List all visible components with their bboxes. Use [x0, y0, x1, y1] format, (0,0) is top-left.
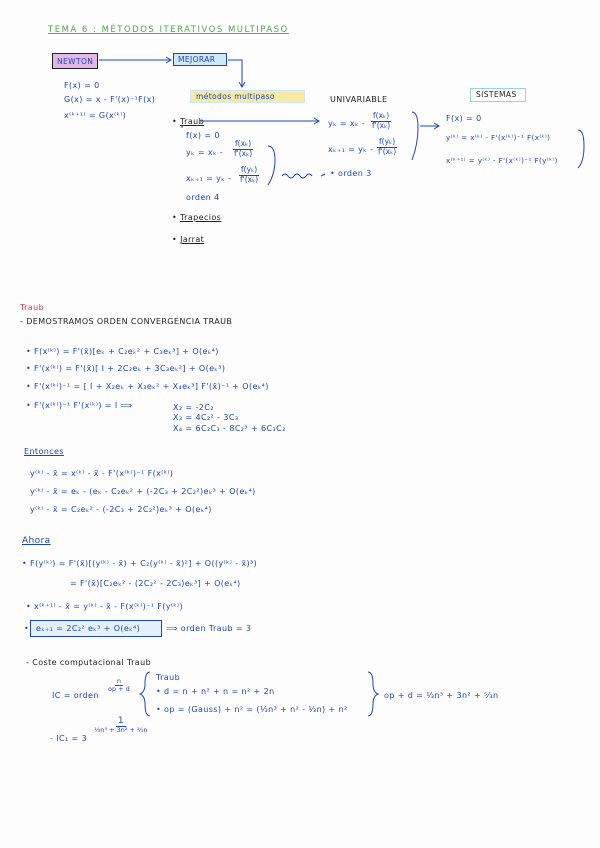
uni-yk-fraction: $\frac{\text{f(xₖ)}}{\text{f'(xₖ)}}$ [372, 111, 391, 130]
ic1-label: - IC₁ = 3 [50, 734, 88, 743]
newton-eq-2: G(x) = x - F'(x)⁻¹F(x) [64, 95, 156, 104]
sys-f: F(x) = 0 [446, 114, 482, 123]
method-traub: • Traub [172, 117, 205, 126]
uni-orden3: • orden 3 [330, 169, 372, 178]
sys-x: x⁽ᵏ⁺¹⁾ = y⁽ᵏ⁾ - F'(x⁽ᵏ⁾)⁻¹ F(y⁽ᵏ⁾) [446, 156, 558, 165]
traub-line-1: • F(x⁽ᵏ⁾) = F'(x̄)[eₖ + C₂eₖ² + C₃eₖ³] + O(eₖ⁴) [26, 347, 219, 356]
newton-eq-3: x⁽ᵏ⁺¹⁾ = G(x⁽ᵏ⁾) [64, 111, 127, 120]
x4-value: X₄ = 6C₂C₃ - 8C₂³ + 6C₃C₂ [173, 424, 286, 433]
traub-section-title: Traub [20, 303, 45, 312]
cost-op-total: op + d = ⅓n³ + 3n² + ⁵⁄₃n [384, 691, 499, 700]
cost-title: - Coste computacional Traub [26, 658, 152, 667]
ahora-line-2: = F'(x̄)[C₂eₖ² - (2C₂² - 2C₃)eₖ³] + O(eₖ⁴) [70, 579, 241, 588]
traub-yk-fraction: $\frac{\text{f(xₖ)}}{\text{f'(xₖ)}}$ [234, 139, 253, 158]
multipaso-label: métodos multipaso [196, 92, 275, 101]
method-jarrat: • Jarrat [172, 235, 205, 244]
ahora-line-1: • F(y⁽ᵏ⁾) = F'(x̄)[(y⁽ᵏ⁾ - x̄) + C₂(y⁽ᵏ⁾ - x̄)²] + O((y⁽ᵏ⁾ - x̄)³) [22, 559, 258, 568]
entonces-heading: Entonces [24, 447, 64, 456]
sistemas-label: SISTEMAS [476, 90, 517, 99]
cost-d-line: • d = n + n² + n = n² + 2n [156, 687, 275, 696]
entonces-line-2: y⁽ᵏ⁾ - x̄ = eₖ - (eₖ - C₂eₖ² + (-2C₃ + 2C₂²)eₖ³ + O(eₖ⁴) [30, 487, 256, 496]
ahora-line-3: • x⁽ᵏ⁺¹⁾ - x̄ = y⁽ᵏ⁾ - x̄ - F(x⁽ᵏ⁾)⁻¹ F(y⁽ᵏ⁾) [26, 602, 184, 611]
ahora-heading: Ahora [22, 536, 51, 546]
traub-line-2: • F'(x⁽ᵏ⁾) = F'(x̄)[ I + 2C₂eₖ + 3C₃eₖ²] + O(eₖ³) [26, 364, 226, 373]
ic1-exponent-fraction: 1 ⅓n³ + 3n² + ⁵⁄₃n [94, 716, 148, 735]
method-trapecios: • Trapecios [172, 213, 222, 222]
uni-yk-left: yₖ = xₖ - [328, 119, 366, 128]
cost-brace-title: Traub [156, 673, 181, 682]
ic-label: IC = orden [52, 691, 99, 700]
traub-xk1-left: xₖ₊₁ = yₖ - [186, 174, 232, 183]
newton-label: NEWTON [57, 57, 94, 66]
univariable-label: UNIVARIABLE [330, 95, 388, 104]
uni-xk1-fraction: $\frac{\text{f(yₖ)}}{\text{f'(xₖ)}}$ [378, 137, 397, 156]
cost-op-line: • op = (Gauss) + n² = (⅓n³ + n² - ⅓n) + n² [156, 705, 348, 714]
x2-value: X₂ = -2C₂ [173, 403, 214, 412]
uni-xk1-left: xₖ₊₁ = yₖ - [328, 145, 374, 154]
x3-value: X₃ = 4C₂² - 3C₃ [173, 413, 239, 422]
newton-eq-1: F(x) = 0 [64, 81, 100, 90]
sys-y: y⁽ᵏ⁾ = x⁽ᵏ⁾ - F'(x⁽ᵏ⁾)⁻¹ F(x⁽ᵏ⁾) [446, 133, 551, 142]
entonces-line-3: y⁽ᵏ⁾ - x̄ = C₂eₖ² - (-2C₃ + 2C₂²)eₖ³ + O(eₖ⁴) [30, 505, 212, 514]
bullet-marker: • [24, 624, 30, 633]
ic-exponent-fraction: $\frac{n}{op + d}$ [108, 677, 130, 694]
traub-line-3: • F'(x⁽ᵏ⁾)⁻¹ = [ I + X₂eₖ + X₃eₖ² + X₄eₖ³] F'(x̄)⁻¹ + O(eₖ⁴) [26, 382, 269, 391]
traub-yk-left: yₖ = xₖ - [186, 148, 224, 157]
traub-orden4: orden 4 [186, 193, 220, 202]
traub-line-4: • F'(x⁽ᵏ⁾)⁻¹ F'(x⁽ᵏ⁾) = I ⟹ [26, 401, 133, 410]
boxed-result: ⟹ orden Traub = 3 [166, 624, 252, 633]
entonces-line-1: y⁽ᵏ⁾ - x̄ = x⁽ᵏ⁾ - x̄ - F'(x⁽ᵏ⁾)⁻¹ F(x⁽ᵏ⁾) [30, 469, 174, 478]
page-title: TEMA 6 : MÉTODOS ITERATIVOS MULTIPASO [48, 25, 289, 35]
traub-section-subtitle: - DEMOSTRAMOS ORDEN CONVERGENCIA TRAUB [20, 317, 233, 326]
traub-f: f(x) = 0 [186, 131, 220, 140]
boxed-equation: eₖ₊₁ = 2C₂² eₖ³ + O(eₖ⁴) [36, 624, 141, 633]
mejorar-label: MEJORAR [178, 55, 216, 64]
traub-xk1-fraction: $\frac{\text{f(yₖ)}}{\text{f'(xₖ)}}$ [240, 165, 259, 184]
